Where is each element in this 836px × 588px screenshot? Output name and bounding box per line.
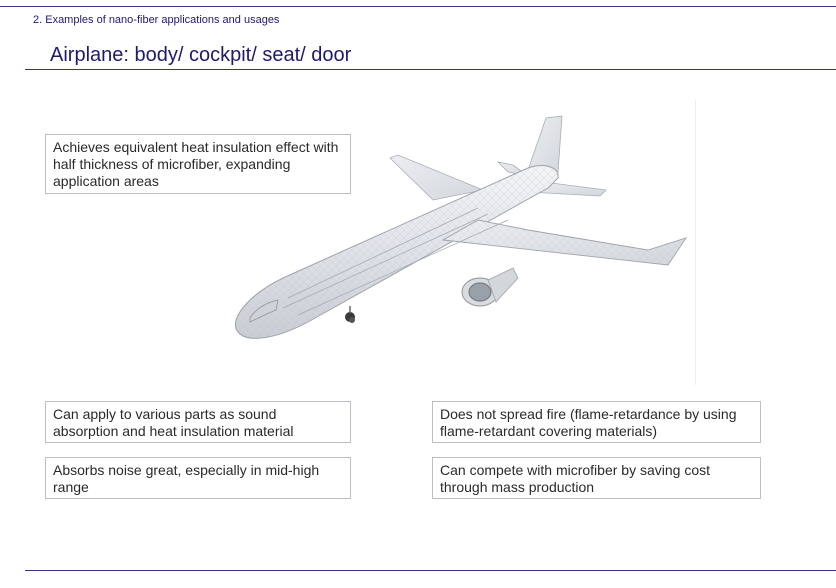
page-title: Airplane: body/ cockpit/ seat/ door	[50, 44, 352, 66]
note-cost-saving: Can compete with microfiber by saving cost through mass production	[432, 457, 761, 499]
note-heat-insulation: Achieves equivalent heat insulation effect with half thickness of microfiber, expanding application areas	[45, 134, 351, 194]
note-noise-absorption: Absorbs noise great, especially in mid-high range	[45, 457, 351, 499]
section-label: 2. Examples of nano-fiber applications and usages	[33, 14, 280, 26]
note-flame-retardance: Does not spread fire (flame-retardance by using flame-retardant covering materials)	[432, 401, 761, 443]
footer-rule	[25, 570, 836, 571]
top-rule	[0, 6, 836, 7]
title-rule	[25, 69, 836, 70]
note-sound-absorption: Can apply to various parts as sound absorption and heat insulation material	[45, 401, 351, 443]
